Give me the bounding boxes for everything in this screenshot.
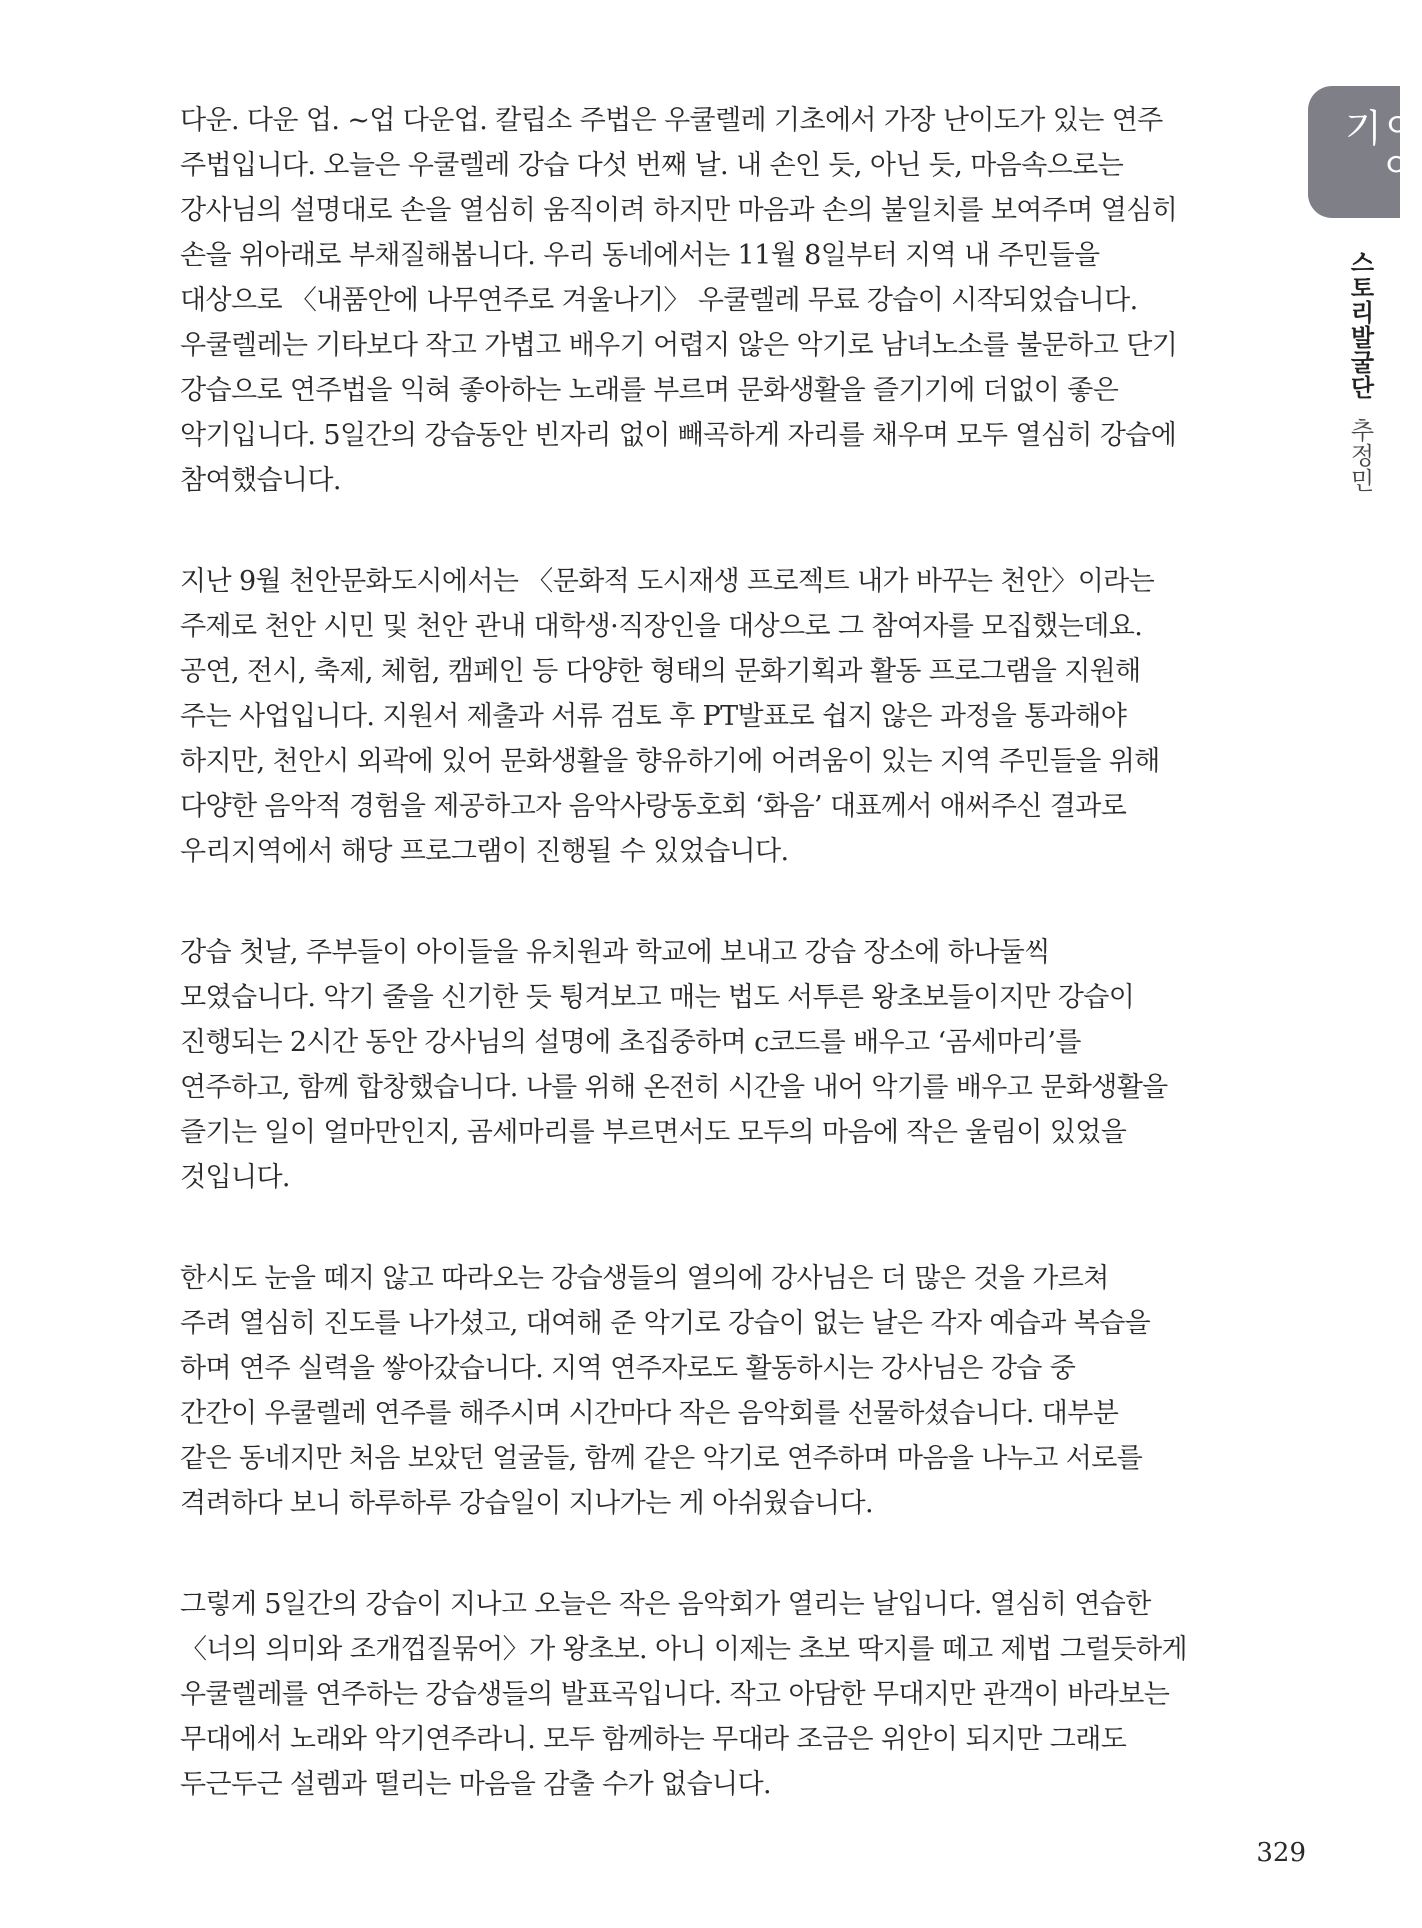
paragraph (180, 1256, 1180, 1526)
paragraph (180, 1582, 1187, 1807)
text-line: 진행되는 2시간 동안 강사님의 설명에 초집중하며 c코드를 배우고 ‘곰세마리’를 (180, 1027, 1081, 1058)
text-line: 강사님의 설명대로 손을 열심히 움직이려 하지만 마음과 손의 불일치를 보여주며 열심히 (180, 195, 1178, 226)
text-line: 다양한 음악적 경험을 제공하고자 음악사랑동호회 ‘화음’ 대표께서 애써주신 결과로 (180, 791, 1127, 822)
paragraph (180, 930, 1180, 1200)
text-line: 그렇게 5일간의 강습이 지나고 오늘은 작은 음악회가 열리는 날입니다. 열심히 연습한 (180, 1589, 1151, 1620)
article-body (180, 98, 1187, 1863)
author-name: 추정민 (1346, 418, 1374, 493)
text-line: 주제로 천안 시민 및 천안 관내 대학생·직장인을 대상으로 그 참여자를 모집했는데요. (180, 611, 1143, 642)
text-line: 연주하고, 함께 합창했습니다. 나를 위해 온전히 시간을 내어 악기를 배우고 문화생활을 (180, 1072, 1168, 1103)
text-line: 우쿨렐레를 연주하는 강습생들의 발표곡입니다. 작고 아담한 무대지만 관객이 바라보는 (180, 1679, 1170, 1710)
text-line: 주는 사업입니다. 지원서 제출과 서류 검토 후 PT발표로 쉽지 않은 과정을 통과해야 (180, 701, 1127, 732)
text-line: 〈너의 의미와 조개껍질묶어〉가 왕초보. 아니 이제는 초보 딱지를 떼고 제법 그럴듯하게 (180, 1634, 1187, 1665)
text-line: 참여했습니다. (180, 465, 341, 496)
text-line: 주려 열심히 진도를 나가셨고, 대여해 준 악기로 강습이 없는 날은 각자 예습과 복습을 (180, 1308, 1151, 1339)
text-line: 강습으로 연주법을 익혀 좋아하는 노래를 부르며 문화생활을 즐기기에 더없이 좋은 (180, 375, 1119, 406)
text-line: 주법입니다. 오늘은 우쿨렐레 강습 다섯 번째 날. 내 손인 듯, 아닌 듯, 마음속으로는 (180, 150, 1124, 181)
text-line: 우리지역에서 해당 프로그램이 진행될 수 있었습니다. (180, 836, 789, 867)
text-line: 악기입니다. 5일간의 강습동안 빈자리 없이 빼곡하게 자리를 채우며 모두 열심히 강습에 (180, 420, 1177, 451)
text-line: 하며 연주 실력을 쌓아갔습니다. 지역 연주자로도 활동하시는 강사님은 강습 중 (180, 1353, 1076, 1384)
text-line: 모였습니다. 악기 줄을 신기한 듯 튕겨보고 매는 법도 서투른 왕초보들이지만 강습이 (180, 982, 1135, 1013)
chapter-tab (1308, 86, 1422, 218)
text-line: 두근두근 설렘과 떨리는 마음을 감출 수가 없습니다. (180, 1769, 771, 1800)
text-line: 무대에서 노래와 악기연주라니. 모두 함께하는 무대라 조금은 위안이 되지만 그래도 (180, 1724, 1127, 1755)
paragraph (180, 559, 1180, 874)
text-line: 지난 9월 천안문화도시에서는 〈문화적 도시재생 프로젝트 내가 바꾸는 천안〉이라는 (180, 566, 1155, 597)
page-number: 329 (1256, 1838, 1306, 1868)
text-line: 것입니다. (180, 1162, 290, 1193)
text-line: 한시도 눈을 떼지 않고 따라오는 강습생들의 열의에 강사님은 더 많은 것을 가르쳐 (180, 1263, 1109, 1294)
text-line: 같은 동네지만 처음 보았던 얼굴들, 함께 같은 악기로 연주하며 마음을 나누고 서로를 (180, 1443, 1143, 1474)
text-line: 손을 위아래로 부채질해봅니다. 우리 동네에서는 11월 8일부터 지역 내 주민들을 (180, 240, 1100, 271)
text-line: 즐기는 일이 얼마만인지, 곰세마리를 부르면서도 모두의 마음에 작은 울림이 있었을 (180, 1117, 1127, 1148)
text-line: 강습 첫날, 주부들이 아이들을 유치원과 학교에 보내고 강습 장소에 하나둘씩 (180, 937, 1050, 968)
text-line: 우쿨렐레는 기타보다 작고 가볍고 배우기 어렵지 않은 악기로 남녀노소를 불문하고 단기 (180, 330, 1178, 361)
text-line: 간간이 우쿨렐레 연주를 해주시며 시간마다 작은 음악회를 선물하셨습니다. 대부분 (180, 1398, 1119, 1429)
text-line: 하지만, 천안시 외곽에 있어 문화생활을 향유하기에 어려움이 있는 지역 주민들을 위해 (180, 746, 1160, 777)
text-line: 다운. 다운 업. ~업 다운업. 칼립소 주법은 우쿨렐레 기초에서 가장 난이도가 있는 연주 (180, 105, 1163, 136)
chapter-tab-label: 이야기 (1338, 108, 1422, 188)
paragraph (180, 98, 1180, 503)
text-line: 대상으로 〈내품안에 나무연주로 겨울나기〉 우쿨렐레 무료 강습이 시작되었습니다. (180, 285, 1138, 316)
section-title: 스토리발굴단 (1346, 250, 1374, 400)
text-line: 공연, 전시, 축제, 체험, 캠페인 등 다양한 형태의 문화기획과 활동 프로그램을 지원해 (180, 656, 1141, 687)
text-line: 격려하다 보니 하루하루 강습일이 지나가는 게 아쉬웠습니다. (180, 1488, 873, 1519)
